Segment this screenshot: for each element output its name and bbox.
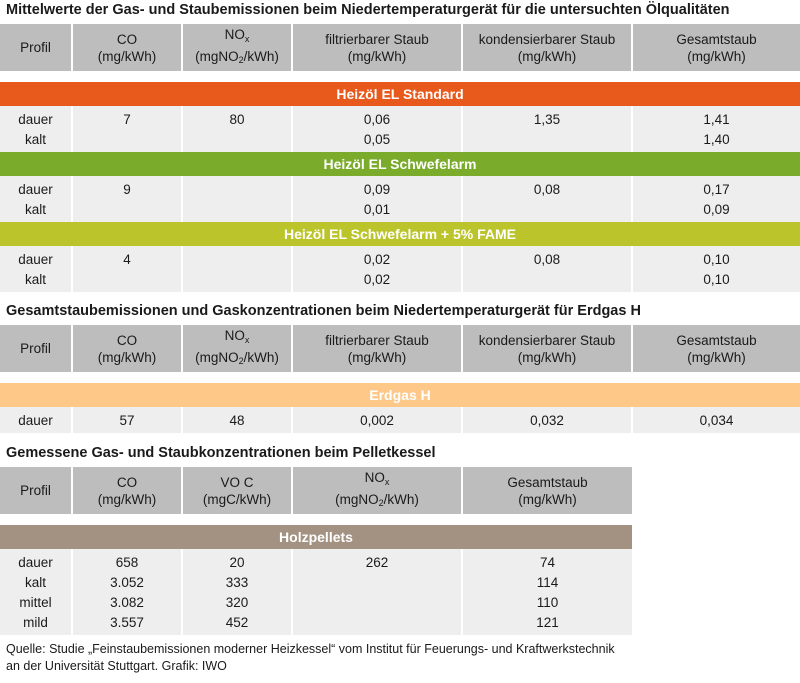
table-row: dauer 7 80 0,06 1,35 1,41 — [0, 106, 800, 129]
table-row: dauer 57 48 0,002 0,032 0,034 — [0, 407, 800, 433]
table-row: kalt 0,02 0,10 — [0, 269, 800, 292]
header-co: CO (mg/kWh) — [72, 467, 182, 514]
header-nox: $NO_x$ (mgNO$_2$/kWh) — [182, 325, 292, 372]
header-gesamtstaub: Gesamtstaub (mg/kWh) — [632, 24, 800, 71]
source-line-1: Quelle: Studie „Feinstaubemissionen moderner Heizkessel“ vom Institut für Feuerungs- und Kraftwerkstechnik — [6, 642, 615, 656]
group-band-schwefelarm: Heizöl EL Schwefelarm — [0, 152, 800, 176]
group-band-standard: Heizöl EL Standard — [0, 82, 800, 106]
table-row: dauer 658 20 262 74 — [0, 549, 632, 572]
section3-title: Gemessene Gas- und Staubkonzentrationen beim Pelletkessel — [6, 445, 436, 461]
source-line-2: an der Universität Stuttgart. Grafik: IWO — [6, 659, 227, 673]
erdgas-table — [0, 325, 800, 433]
header-profil: Profil — [0, 24, 72, 71]
header-voc: VO C (mgC/kWh) — [182, 467, 292, 514]
header-nox: $NO_x$ (mgNO$_2$/kWh) — [292, 467, 462, 514]
header-profil: Profil — [0, 325, 72, 372]
group-band-holzpellets: Holzpellets — [0, 525, 632, 549]
source-note — [6, 641, 615, 675]
pellet-table — [0, 467, 632, 635]
section2-title: Gesamtstaubemissionen und Gaskonzentrationen beim Niedertemperaturgerät für Erdgas H — [6, 303, 641, 319]
header-nox: $NO_x$ (mgNO$_2$/kWh) — [182, 24, 292, 71]
table-row: kalt 0,01 0,09 — [0, 199, 800, 222]
table-header — [0, 24, 800, 71]
table-row: dauer 4 0,02 0,08 0,10 — [0, 246, 800, 269]
group-band-fame: Heizöl EL Schwefelarm + 5% FAME — [0, 222, 800, 246]
header-kondensierbar: kondensierbarer Staub (mg/kWh) — [462, 24, 632, 71]
group-band-erdgas: Erdgas H — [0, 383, 800, 407]
header-gesamtstaub: Gesamtstaub (mg/kWh) — [462, 467, 632, 514]
table-row: kalt 0,05 1,40 — [0, 129, 800, 152]
header-gesamtstaub: Gesamtstaub (mg/kWh) — [632, 325, 800, 372]
header-co: CO (mg/kWh) — [72, 24, 182, 71]
header-filtrierbar: filtrierbarer Staub (mg/kWh) — [292, 325, 462, 372]
table-row: dauer 9 0,09 0,08 0,17 — [0, 176, 800, 199]
table-row: mittel 3.082 320 110 — [0, 592, 632, 612]
header-co: CO (mg/kWh) — [72, 325, 182, 372]
header-kondensierbar: kondensierbarer Staub (mg/kWh) — [462, 325, 632, 372]
table-header — [0, 467, 632, 514]
header-profil: Profil — [0, 467, 72, 514]
oil-quality-table — [0, 24, 800, 292]
table-row: mild 3.557 452 121 — [0, 612, 632, 635]
section1-title: Mittelwerte der Gas- und Staubemissionen beim Niedertemperaturgerät für die untersuchten Ölqualitäten — [6, 2, 730, 18]
table-row: kalt 3.052 333 114 — [0, 572, 632, 592]
table-header — [0, 325, 800, 372]
header-filtrierbar: filtrierbarer Staub (mg/kWh) — [292, 24, 462, 71]
